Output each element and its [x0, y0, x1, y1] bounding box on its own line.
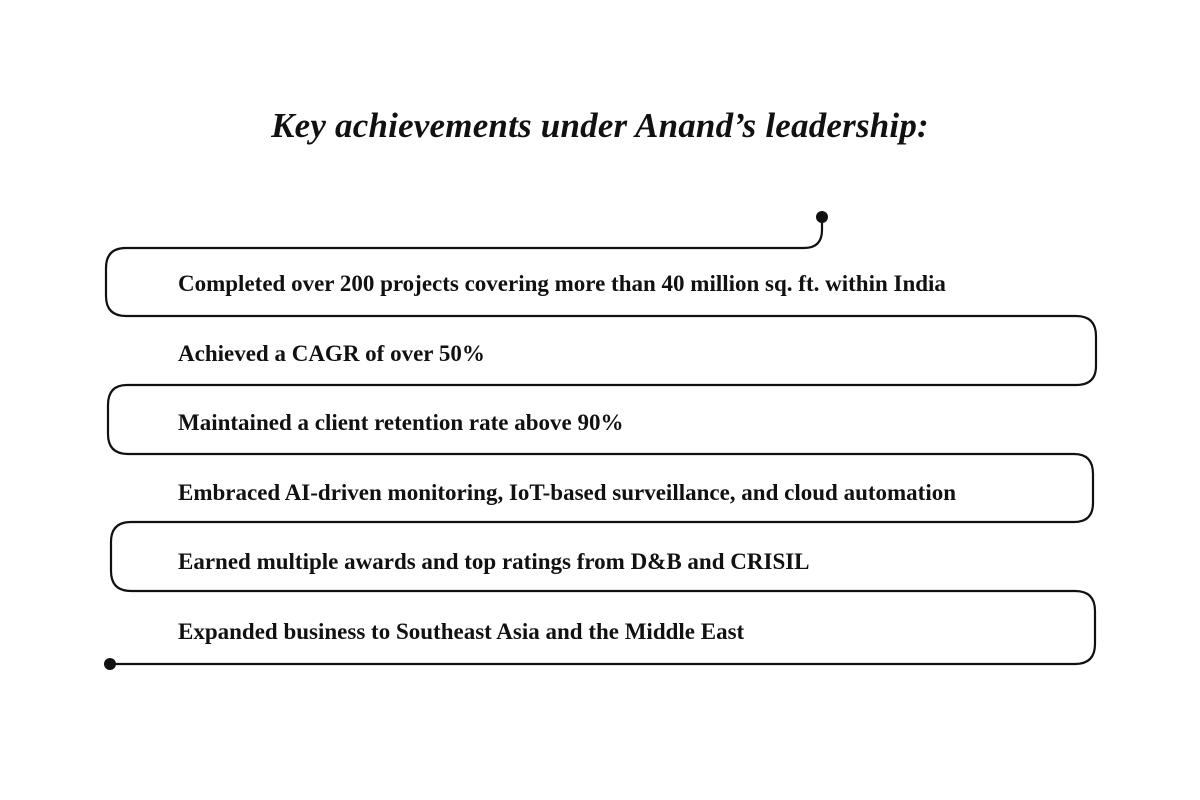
achievement-item-2: Achieved a CAGR of over 50% — [178, 341, 485, 366]
end-dot — [104, 658, 116, 670]
achievement-item-4: Embraced AI-driven monitoring, IoT-based surveillance, and cloud automation — [178, 480, 957, 505]
page-title: Key achievements under Anand’s leadership: — [271, 106, 929, 145]
achievement-item-1: Completed over 200 projects covering more than 40 million sq. ft. within India — [178, 271, 946, 296]
start-dot — [816, 211, 828, 223]
achievement-item-3: Maintained a client retention rate above 90% — [178, 410, 624, 435]
achievement-item-5: Earned multiple awards and top ratings from D&B and CRISIL — [178, 549, 810, 574]
achievement-item-6: Expanded business to Southeast Asia and the Middle East — [178, 619, 745, 644]
